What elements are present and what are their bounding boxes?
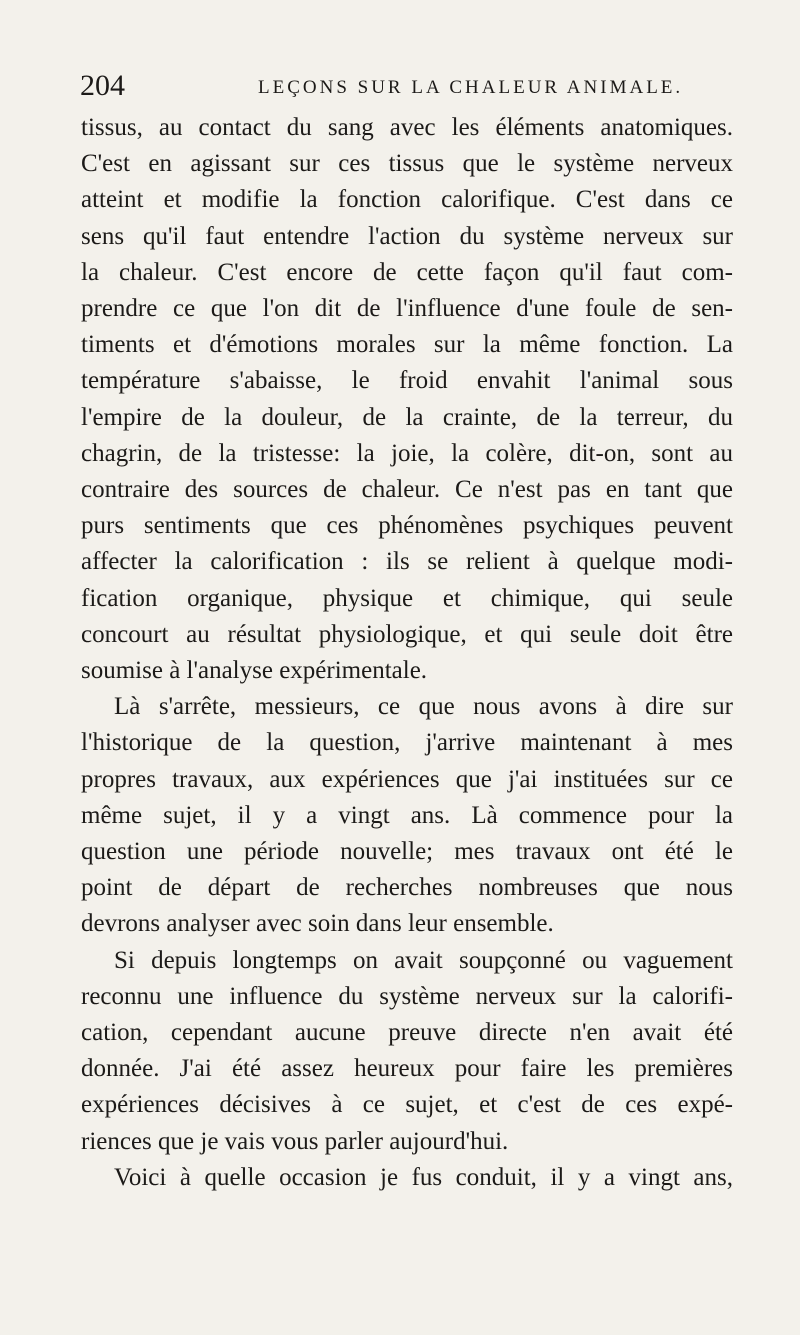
text-line: devrons analyser avec soin dans leur ensemble.	[81, 910, 554, 938]
text-line: fication organique, physique et chimique, qui seule	[81, 584, 733, 612]
paragraph-2	[81, 689, 733, 942]
text-line: timents et d'émotions morales sur la même fonction. La	[81, 331, 733, 359]
body-text	[81, 110, 733, 1196]
text-line: température s'abaisse, le froid envahit l'animal sous	[81, 367, 733, 395]
text-line: contraire des sources de chaleur. Ce n'est pas en tant que	[81, 476, 733, 504]
page-number: 204	[80, 69, 125, 102]
running-title: LEÇONS SUR LA CHALEUR ANIMALE.	[258, 77, 684, 98]
text-line: riences que je vais vous parler aujourd'hui.	[81, 1127, 509, 1155]
text-line: affecter la calorification : ils se relient à quelque modi-	[81, 548, 733, 576]
running-header	[80, 68, 740, 108]
text-line: atteint et modifie la fonction calorifique. C'est dans ce	[81, 186, 733, 214]
paragraph-4	[81, 1160, 733, 1196]
text-line: donnée. J'ai été assez heureux pour faire les premières	[81, 1055, 733, 1083]
text-line: chagrin, de la tristesse: la joie, la colère, dit-on, sont au	[81, 439, 733, 467]
text-line: la chaleur. C'est encore de cette façon qu'il faut com-	[81, 258, 733, 286]
text-line: tissus, au contact du sang avec les éléments anatomiques.	[81, 114, 733, 141]
text-line: Là s'arrête, messieurs, ce que nous avons à dire sur	[114, 693, 733, 721]
text-line: concourt au résultat physiologique, et qui seule doit être	[81, 620, 733, 648]
text-line: Si depuis longtemps on avait soupçonné ou vaguement	[114, 946, 733, 974]
paragraph-1	[81, 110, 733, 689]
text-line: reconnu une influence du système nerveux sur la calorifi-	[81, 982, 733, 1010]
text-line: question une période nouvelle; mes travaux ont été le	[81, 838, 733, 866]
text-line: soumise à l'analyse expérimentale.	[81, 657, 428, 685]
text-line: C'est en agissant sur ces tissus que le système nerveux	[81, 150, 733, 178]
text-line: sens qu'il faut entendre l'action du système nerveux sur	[81, 222, 733, 250]
text-line: l'empire de la douleur, de la crainte, de la terreur, du	[81, 403, 733, 431]
text-line: purs sentiments que ces phénomènes psychiques peuvent	[81, 512, 733, 540]
paragraph-3	[81, 943, 733, 1160]
text-line: même sujet, il y a vingt ans. Là commence pour la	[81, 801, 733, 829]
text-line: l'historique de la question, j'arrive maintenant à mes	[81, 729, 733, 757]
text-line: point de départ de recherches nombreuses que nous	[81, 874, 733, 902]
text-line: prendre ce que l'on dit de l'influence d'une foule de sen-	[81, 295, 733, 323]
text-line: propres travaux, aux expériences que j'ai instituées sur ce	[81, 765, 733, 793]
text-line: Voici à quelle occasion je fus conduit, il y a vingt ans,	[114, 1163, 733, 1191]
text-line: cation, cependant aucune preuve directe n'en avait été	[81, 1019, 733, 1047]
text-line: expériences décisives à ce sujet, et c'est de ces expé-	[81, 1091, 733, 1119]
